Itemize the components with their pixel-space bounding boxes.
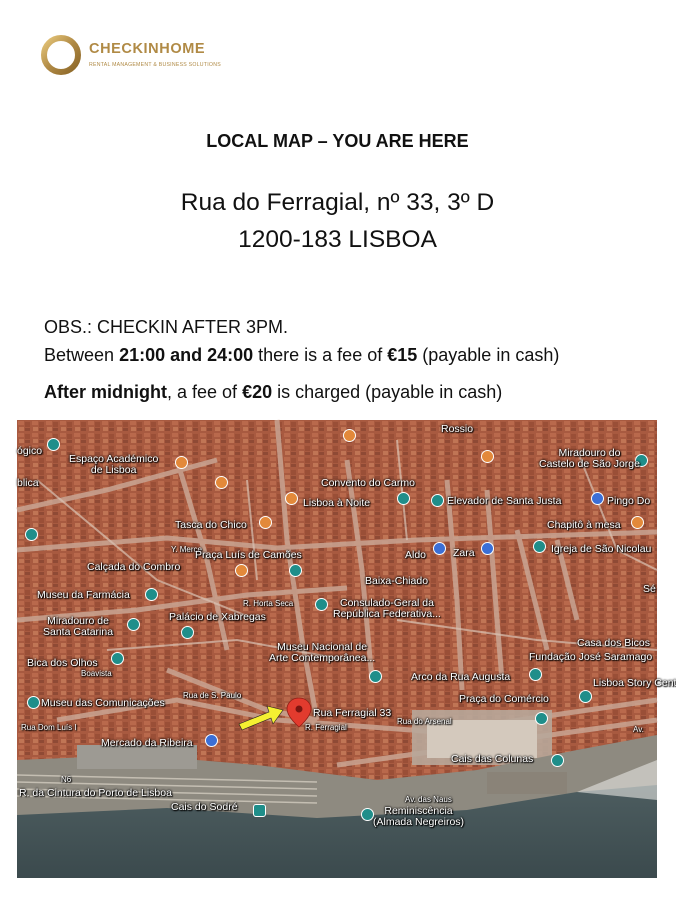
museum-pin-icon[interactable] [369, 670, 382, 683]
map-label-cais-sodre: Cais do Sodré [171, 801, 238, 813]
museum-pin-icon[interactable] [47, 438, 60, 451]
landmark-pin-icon[interactable] [289, 564, 302, 577]
fee-note-midnight-mid: , a fee of [167, 382, 243, 402]
food-pin-icon[interactable] [175, 456, 188, 469]
fee-note-evening-pre: Between [44, 345, 120, 365]
food-pin-icon[interactable] [285, 492, 298, 505]
food-pin-icon[interactable] [481, 450, 494, 463]
map-label-palacio: Palácio de Xabregas [169, 611, 266, 623]
company-logo [40, 34, 240, 78]
viewpoint-pin-icon[interactable] [127, 618, 140, 631]
map-label-rossio: Rossio [441, 423, 474, 435]
local-map[interactable] [17, 420, 676, 878]
fee-note-evening [44, 345, 559, 366]
landmark-pin-icon[interactable] [431, 494, 444, 507]
map-label-reminiscencia-line1: Reminiscência [384, 805, 453, 817]
map-label-logico: ógico [17, 445, 43, 457]
map-label-arco: Arco da Rua Augusta [411, 671, 511, 683]
museum-pin-icon[interactable] [397, 492, 410, 505]
map-label-dom-luis: Rua Dom Luís I [21, 723, 77, 732]
map-label-convento-carmo: Convento do Carmo [321, 477, 415, 489]
fee-note-evening-hours: 21:00 and 24:00 [119, 345, 254, 365]
museum-pin-icon[interactable] [579, 690, 592, 703]
map-label-baixa-chiado: Baixa-Chiado [365, 575, 429, 587]
map-label-lisboa-noite: Lisboa à Noite [303, 497, 371, 509]
fee-note-evening-post: (payable in cash) [417, 345, 560, 365]
map-label-espaco-line1: Espaço Académico [69, 453, 159, 465]
map-label-miradouro-catarina-line2: Santa Catarina [43, 626, 114, 639]
map-label-museu-nacional-line2: Arte Contemporânea... [269, 652, 376, 665]
church-pin-icon[interactable] [533, 540, 546, 553]
map-label-cintura: R. da Cintura do Porto de Lisboa [19, 787, 172, 799]
map-label-boavista: Boavista [81, 669, 112, 678]
map-label-igreja: Igreja de São Nicolau [551, 543, 652, 555]
logo-ring-icon [40, 34, 82, 76]
fee-note-midnight-amount: €20 [242, 382, 273, 402]
embassy-pin-icon[interactable] [315, 598, 328, 611]
map-label-reminiscencia-line2: (Almada Negreiros) [373, 816, 465, 829]
address-line-1: Rua do Ferragial, nº 33, 3º D [180, 189, 495, 216]
map-label-praca-camoes: Praça Luís de Camões [195, 549, 302, 561]
map-marker-label: Rua Ferragial 33 [313, 707, 392, 719]
map-label-tasca: Tasca do Chico [175, 519, 247, 531]
map-label-rua-sao-paulo: Rua de S. Paulo [183, 691, 242, 700]
map-label-consulado [333, 598, 441, 620]
map-label-mercado: Mercado da Ribeira [101, 737, 193, 749]
map-label-lisboa-story: Lisboa Story Cent [593, 677, 676, 689]
museum-pin-icon[interactable] [27, 696, 40, 709]
logo-tagline: RENTAL MANAGEMENT & BUSINESS SOLUTIONS [89, 62, 221, 68]
map-label-chapito: Chapitô à mesa [547, 519, 621, 531]
landmark-pin-icon[interactable] [529, 668, 542, 681]
map-label-rua-arsenal: Rua do Arsenal [397, 717, 452, 726]
viewpoint-pin-icon[interactable] [111, 652, 124, 665]
fee-note-evening-amount: €15 [387, 345, 418, 365]
map-label-rua-ferragial: R. Ferragial [305, 723, 347, 732]
map-label-fundacao: Fundação José Saramago [529, 651, 653, 663]
map-label-elevador: Elevador de Santa Justa [447, 495, 562, 507]
map-label-espaco-line2: de Lisboa [90, 464, 137, 477]
map-label-zara: Zara [453, 547, 475, 559]
shop-pin-icon[interactable] [433, 542, 446, 555]
map-label-consulado-line1: Consulado-Geral da [340, 597, 434, 609]
shop-pin-icon[interactable] [205, 734, 218, 747]
map-label-aldo: Aldo [405, 549, 427, 561]
map-label-miradouro-castelo-line1: Miradouro do [558, 447, 621, 459]
fee-note-evening-mid: there is a fee of [253, 345, 388, 365]
train-station-icon[interactable] [253, 804, 266, 817]
map-label-miradouro-castelo [539, 448, 640, 470]
museum-pin-icon[interactable] [145, 588, 158, 601]
landmark-pin-icon[interactable] [551, 754, 564, 767]
logo-name: CHECKINHOME [89, 41, 206, 57]
map-label-merce: Y. Merce [171, 545, 202, 554]
landmark-pin-icon[interactable] [535, 712, 548, 725]
map-label-museu-comunicacoes: Museu das Comunicações [41, 697, 165, 709]
map-label-reminiscencia [373, 806, 464, 828]
address-line-2: 1200-183 LISBOA [238, 226, 437, 253]
map-label-espaco-academico [69, 454, 158, 476]
landmark-pin-icon[interactable] [25, 528, 38, 541]
food-pin-icon[interactable] [215, 476, 228, 489]
fee-note-midnight-post: is charged (payable in cash) [272, 382, 503, 402]
food-pin-icon[interactable] [235, 564, 248, 577]
map-label-rua-seca: R. Horta Seca [243, 599, 294, 608]
fee-note-midnight [44, 382, 502, 403]
map-label-calcada: Calçada do Combro [87, 561, 181, 573]
map-label-ajuda: Av. [633, 725, 644, 734]
map-label-miradouro-castelo-line2: Castelo de São Jorge [539, 458, 640, 471]
map-label-pingo: Pingo Do [607, 495, 651, 507]
page-heading: LOCAL MAP – YOU ARE HERE [206, 131, 469, 151]
map-label-se: Sé [643, 583, 656, 595]
map-label-museu-nacional-line1: Museu Nacional de [277, 641, 368, 653]
fee-note-midnight-label: After midnight [44, 382, 167, 402]
map-label-praca-comercio: Praça do Comércio [459, 693, 549, 705]
map-label-blica: blica [17, 477, 39, 489]
food-pin-icon[interactable] [259, 516, 272, 529]
map-label-museu-nacional [269, 642, 375, 664]
checkin-note: OBS.: CHECKIN AFTER 3PM. [44, 317, 289, 337]
map-label-n6: N6 [61, 775, 72, 784]
map-label-consulado-line2: República Federativa... [333, 608, 441, 621]
map-label-museu-farmacia: Museu da Farmácia [37, 589, 130, 601]
map-label-miradouro-catarina [43, 616, 113, 638]
shop-pin-icon[interactable] [481, 542, 494, 555]
food-pin-icon[interactable] [343, 429, 356, 442]
shop-pin-icon[interactable] [591, 492, 604, 505]
landmark-pin-icon[interactable] [181, 626, 194, 639]
map-label-bica: Bica dos Olhos [27, 657, 98, 669]
map-label-av-naus: Av. das Naus [405, 795, 452, 804]
map-label-casa-bicos: Casa dos Bicos [577, 637, 650, 649]
map-label-miradouro-catarina-line1: Miradouro de [47, 615, 109, 627]
map-label-cais-colunas: Cais das Colunas [451, 753, 534, 765]
food-pin-icon[interactable] [631, 516, 644, 529]
